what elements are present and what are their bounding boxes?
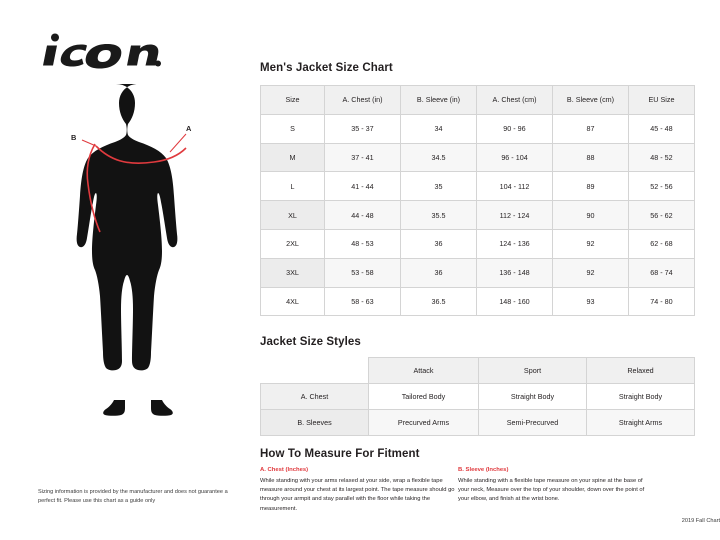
cell-sleeve-in: 34: [401, 114, 477, 143]
cell-attack-sleeves: Precurved Arms: [369, 410, 479, 436]
cell-eu-size: 68 - 74: [629, 258, 695, 287]
cell-relaxed-sleeves: Straight Arms: [587, 410, 695, 436]
measure-sleeve-block: [458, 466, 654, 505]
table-row: [261, 410, 695, 436]
col-header-eu-size: EU Size: [629, 86, 695, 115]
cell-eu-size: 52 - 56: [629, 172, 695, 201]
table-header-row: [261, 86, 695, 115]
cell-chest-in: 48 - 53: [325, 229, 401, 258]
cell-eu-size: 62 - 68: [629, 229, 695, 258]
cell-sleeve-cm: 89: [553, 172, 629, 201]
cell-chest-cm: 104 - 112: [477, 172, 553, 201]
cell-chest-in: 35 - 37: [325, 114, 401, 143]
table-row: [261, 114, 695, 143]
jacket-size-styles-table: [260, 357, 695, 436]
sizing-disclaimer: Sizing information is provided by the manufacturer and does not guarantee a perfect fit. Please use this chart as a guide only: [38, 489, 228, 504]
cell-size: 4XL: [261, 287, 325, 316]
cell-sleeve-cm: 88: [553, 143, 629, 172]
table-row: [261, 258, 695, 287]
col-header-sleeve-in: B. Sleeve (in): [401, 86, 477, 115]
table-header-row: [261, 358, 695, 384]
corner-cell: [261, 358, 369, 384]
cell-size: M: [261, 143, 325, 172]
col-header-chest-in: A. Chest (in): [325, 86, 401, 115]
callout-b-label: B: [71, 133, 77, 142]
cell-attack-chest: Tailored Body: [369, 384, 479, 410]
cell-eu-size: 74 - 80: [629, 287, 695, 316]
table-row: [261, 172, 695, 201]
table-row: [261, 229, 695, 258]
cell-sleeve-cm: 92: [553, 229, 629, 258]
cell-sport-chest: Straight Body: [479, 384, 587, 410]
cell-sleeve-cm: 90: [553, 201, 629, 230]
cell-size: 3XL: [261, 258, 325, 287]
cell-size: S: [261, 114, 325, 143]
cell-chest-cm: 90 - 96: [477, 114, 553, 143]
cell-sleeve-in: 36: [401, 229, 477, 258]
icon-brand-logo: [38, 30, 163, 70]
cell-eu-size: 48 - 52: [629, 143, 695, 172]
left-panel: [0, 0, 252, 540]
col-header-sport: Sport: [479, 358, 587, 384]
cell-sleeve-in: 36: [401, 258, 477, 287]
cell-chest-in: 44 - 48: [325, 201, 401, 230]
cell-size: 2XL: [261, 229, 325, 258]
mens-jacket-size-table: [260, 85, 695, 316]
cell-size: XL: [261, 201, 325, 230]
measure-chest-heading: A. Chest (Inches): [260, 467, 309, 473]
row-header-chest: A. Chest: [261, 384, 369, 410]
cell-chest-in: 41 - 44: [325, 172, 401, 201]
measure-sleeve-heading: B. Sleeve (Inches): [458, 467, 509, 473]
cell-chest-cm: 124 - 136: [477, 229, 553, 258]
cell-chest-in: 58 - 63: [325, 287, 401, 316]
col-header-sleeve-cm: B. Sleeve (cm): [553, 86, 629, 115]
cell-size: L: [261, 172, 325, 201]
cell-sleeve-in: 35: [401, 172, 477, 201]
size-chart-title: Men's Jacket Size Chart: [260, 62, 393, 74]
styles-chart-title: Jacket Size Styles: [260, 336, 361, 348]
cell-chest-cm: 96 - 104: [477, 143, 553, 172]
row-header-sleeves: B. Sleeves: [261, 410, 369, 436]
col-header-size: Size: [261, 86, 325, 115]
measure-chest-block: [260, 466, 456, 514]
table-row: [261, 384, 695, 410]
cell-sport-sleeves: Semi-Precurved: [479, 410, 587, 436]
table-row: [261, 287, 695, 316]
col-header-attack: Attack: [369, 358, 479, 384]
cell-eu-size: 56 - 62: [629, 201, 695, 230]
cell-chest-in: 37 - 41: [325, 143, 401, 172]
col-header-chest-cm: A. Chest (cm): [477, 86, 553, 115]
cell-chest-cm: 148 - 160: [477, 287, 553, 316]
cell-sleeve-cm: 92: [553, 258, 629, 287]
col-header-relaxed: Relaxed: [587, 358, 695, 384]
cell-chest-cm: 136 - 148: [477, 258, 553, 287]
body-measurement-figure: [58, 78, 218, 418]
measure-chest-text: While standing with your arms relaxed at your side, wrap a flexible tape measure around your chest at its largest point. The tape measure should go through your armpit and stay parallel with the floor while taking the measurement.: [260, 477, 455, 512]
how-to-measure-title: How To Measure For Fitment: [260, 448, 420, 460]
cell-eu-size: 45 - 48: [629, 114, 695, 143]
cell-sleeve-cm: 93: [553, 287, 629, 316]
table-row: [261, 143, 695, 172]
cell-sleeve-in: 34.5: [401, 143, 477, 172]
right-panel: [260, 0, 720, 540]
measure-sleeve-text: While standing with a flexible tape measure on your spine at the base of your neck, Measure over the top of your shoulder, down over the point of your elbow, and finish at the wrist bone.: [458, 477, 645, 503]
cell-chest-in: 53 - 58: [325, 258, 401, 287]
callout-a-label: A: [186, 124, 192, 133]
cell-chest-cm: 112 - 124: [477, 201, 553, 230]
cell-sleeve-in: 35.5: [401, 201, 477, 230]
cell-relaxed-chest: Straight Body: [587, 384, 695, 410]
table-row: [261, 201, 695, 230]
cell-sleeve-in: 36.5: [401, 287, 477, 316]
cell-sleeve-cm: 87: [553, 114, 629, 143]
chart-version-footer: 2019 Fall Chart: [681, 518, 720, 524]
